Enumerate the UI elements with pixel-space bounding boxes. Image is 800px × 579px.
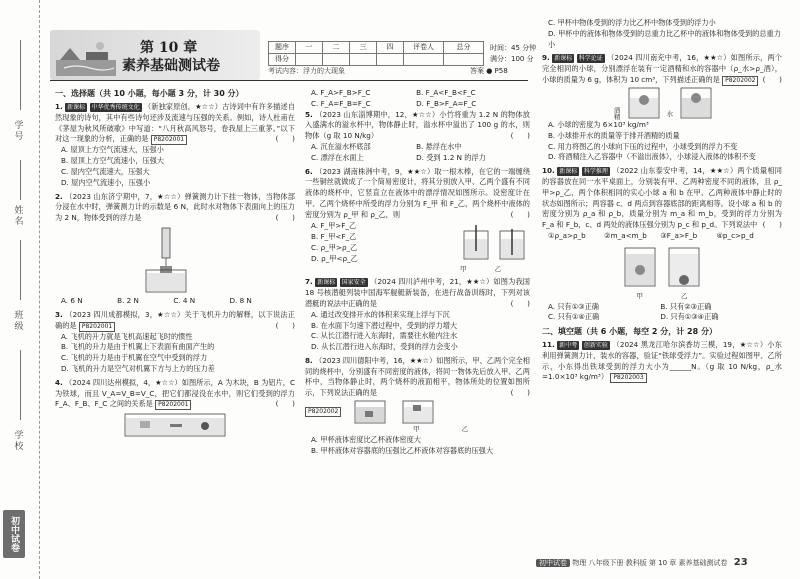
option: B. F_A<F_B<F_C — [416, 88, 476, 97]
question-text: （2024 四川泸州中考，21，★★☆）如图为我国 18 号核潜艇列装中国海军舰艇新装备，在进行战备训练时，下列对该潜艇的说法中正确的是 — [305, 277, 530, 308]
question-text: （2023 四川成都模拟，3，★☆☆）关于飞机升力的解释，以下说法正确的是 — [55, 309, 295, 330]
option: D. F_B>F_A=F_C — [416, 98, 477, 108]
footer-title: 素养基础测试卷 — [678, 559, 728, 567]
beakers-figure-icon — [351, 399, 441, 425]
question-text: （2024 四川南充中考，16，★★☆）如图所示，两个完全相同的小球，分别漂浮在装有一定酒精和水的容器中（ρ_水>ρ_酒），小球的质量为 6 g，体积为 10 cm³，下列描述正确的是 — [542, 53, 782, 84]
question-text: （2022 山东泰安中考，14，★★☆）两个质量相同的容器放在同一水平桌面上，分别装有甲、乙两种密度不同的液体，且 ρ_甲>ρ_乙，两个体积相同的实心小球 a 和 b 在甲、乙两种液体中静止时的状态如图所示；两容器 c、d 两点到容器底部的距离相等。设小球 a 和 b 的密度分别为 ρ_a 和 ρ_b，质量分别为 m_a 和 m_b，受到的浮力分别为 F_a 和 F_b，c、d 两处的液体压强分别为 p_c 和 p_d。下列说法中 — [542, 166, 782, 230]
topic-tag: 科学论证 — [578, 55, 603, 63]
option: C. 用力将图乙的小球向下压的过程中，小球受到的浮力不变 — [548, 141, 738, 151]
fill-line — [20, 40, 21, 110]
statement: ④p_c>p_d — [716, 230, 754, 240]
question-4: 4. （2024 四川达州模拟，4，★☆☆）如图所示，A 为木块，B 为铝片，C 为铁球，而且 V_A=V_B=V_C，把它们都浸没在水中，则它们受到的浮力 F_A、F_B、F_C 之间的关系是 P8202001 ( ) — [55, 378, 295, 439]
section-heading: 二、填空题（共 6 小题，每空 2 分，计 28 分） — [542, 327, 717, 337]
option: A. 通过改变排开水的体积来实现上浮与下沉 — [311, 309, 450, 319]
question-5: 5. （2023 山东淄博期中，12，★☆☆）小竹将重为 1.2 N 的物体放入盛满水的溢水杯中，物体静止时，溢水杯中溢出了 100 g 的水，则物体（g 取 10 N/kg） ( ) A. 沉在溢水杯底部 B. 悬浮在水中 C. 漂浮在水面上 D. 受到 1.2 N 的浮力 — [305, 109, 530, 162]
option: C. 飞机的升力是由于机翼在空气中受到的浮力 — [61, 353, 208, 363]
question-text: （2023 山东济宁期中，7，★☆☆）弹簧测力计下挂一物体，当物体部分浸在水中时，弹簧测力计的示数是 6 N，此时水对物体下表面向上的压力为 2 N，物体受到的浮力是 — [55, 191, 295, 223]
name-label: 姓名 — [12, 205, 23, 227]
score-header-cell: 三 — [350, 42, 377, 54]
question-text: （2024 黑龙江哈尔滨香坊三模，19，★☆☆）小东利用弹簧测力计、装水的容器，验证“铁球受浮力”。实验过程如图甲、乙所示，小东得出铁球受到的浮力大小为______N。（g 取 10 N/kg，ρ_水=1.0×10³ kg/m³） — [542, 340, 782, 382]
option: C. 只有①④正确 — [548, 312, 600, 322]
option: B. 悬浮在水中 — [416, 141, 462, 151]
option: B. 飞机的升力是由于机翼上下表面有曲面产生的 — [61, 342, 215, 352]
column-1 — [55, 88, 295, 441]
topic-tag: 科学推理 — [583, 168, 608, 176]
figure-label: 酒精 — [612, 106, 621, 120]
question-8: 8. （2023 四川德阳中考，16，★★☆）如图所示，甲、乙两个完全相同的烧杯中，分别盛有不同密度的液体，将同一物体先后放入甲、乙两杯中，当物体静止时，两个烧杯的液面相平，物体所处的位置如图所示，下列说法正确的是 ( ) P8202002 甲 乙 A. 甲杯液体密度比乙杯液体密度大 B. 甲杯液体对容器底的压强比乙杯液体对容器底的压强大 — [305, 355, 530, 455]
page-footer — [536, 555, 748, 570]
score-header-cell: 评卷人 — [404, 42, 444, 54]
figure-label: 甲 — [460, 264, 467, 273]
option: B. 2 N — [117, 295, 139, 305]
answer-blank[interactable]: ( ) — [275, 320, 295, 330]
time-info — [490, 43, 536, 65]
new-exam-tag: 新中考 — [559, 342, 578, 350]
score-header-cell: 一 — [296, 42, 323, 54]
option: A. 飞机的升力就是飞机高速起飞时的惯性 — [61, 331, 193, 341]
banner-illustration-icon — [56, 34, 116, 76]
option: D. 飞机的升力是空气对机翼下方与上方的压力差 — [61, 363, 215, 373]
question-2: 2. （2023 山东济宁期中，7，★☆☆）弹簧测力计下挂一物体，当物体部分浸在水中时，弹簧测力计的示数是 6 N，此时水对物体下表面向上的压力为 2 N，物体受到的浮力是 ( ) A. 6 N B. 2 N C. 4 N D. 8 N — [55, 191, 295, 305]
figure-label: 乙 — [461, 425, 469, 434]
section-heading: 一、选择题（共 10 小题，每小题 3 分，计 30 分） — [55, 89, 244, 98]
class-label: 班级 — [12, 310, 23, 332]
question-text: （2023 四川德阳中考，16，★★☆）如图所示，甲、乙两个完全相同的烧杯中，分别盛有不同密度的液体，将同一物体先后放入甲、乙两杯中，当物体静止时，两个烧杯的液面相平，物体所处的位置如图所示，下列说法正确的是 — [305, 355, 530, 398]
answer-blank[interactable]: ( ) — [510, 131, 530, 141]
figure-label: 甲 — [636, 291, 643, 300]
option: A. 屋顶上方空气流速大，压强小 — [61, 145, 164, 155]
score-cell[interactable] — [323, 54, 350, 66]
option: D. 将酒精注入乙容器中（不溢出液体），小球浸入液体的体积不变 — [548, 152, 756, 162]
question-9: 9. 新课标 科学论证 （2024 四川南充中考，16，★★☆）如图所示，两个完全相同的小球，分别漂浮在装有一定酒精和水的容器中（ρ_水>ρ_酒），小球的质量为 6 g，体积为 10 cm³，下列描述正确的是 P8202002 ( ) 酒精 水 A. 小球的密度为 6×10³ kg/m³ B. 小球排开水的质量等于排开酒精的质量 C. 用力将图乙的小球向下压的过程中，小球受到的浮力不变 D. 将酒精注入乙容器中（不溢出液体），小球浸入液体的体积不变 — [542, 53, 782, 162]
school-label: 学校 — [12, 430, 23, 452]
answer-blank[interactable]: ( ) — [275, 399, 295, 409]
figure-label: 乙 — [681, 291, 688, 300]
question-code: P8202001 — [151, 135, 187, 145]
water-container-icon — [679, 86, 713, 120]
time-limit: 时间：45 分钟 — [490, 44, 537, 52]
series-logo: 初中试卷 — [3, 510, 25, 558]
score-cell[interactable] — [296, 54, 323, 66]
option: A. 小球的密度为 6×10³ kg/m³ — [548, 119, 649, 129]
question-code: P8202001 — [155, 400, 191, 410]
question-1: 1. 新课标 中华优秀传统文化 （新独家原创，★☆☆）古诗词中有许多描述自然现象的诗句，其中有些诗句还涉及流速与压强的关系。例如，诗人杜甫在《茅屋为秋风所破歌》中写道：“八月秋高风怒号，卷我屋上三重茅。”以下对这一现象的分析，正确的是 P8202001 ( ) A. 屋顶上方空气流速大，压强小 B. 屋顶上方空气流速小，压强大 C. 屋内空气流速大，压强大 D. 屋内空气流速小，压强小 — [55, 102, 295, 187]
question-code: P8202001 — [79, 322, 115, 332]
topic-tag: 创新实验 — [583, 342, 608, 350]
exam-content: 考试内容：浮力的大现象 — [268, 67, 345, 75]
option: C. ρ_甲>ρ_乙 — [311, 242, 358, 252]
option: D. 屋内空气流速小，压强小 — [61, 177, 151, 187]
option: C. 甲杯中物体受到的浮力比乙杯中物体受到的浮力小 — [548, 18, 716, 27]
footer-chapter: 第 10 章 — [648, 559, 677, 567]
alcohol-container-icon — [627, 86, 661, 120]
column-2 — [305, 88, 530, 459]
score-header-cell: 四 — [377, 42, 404, 54]
spring-scale-figure-icon — [140, 226, 210, 294]
fill-line — [20, 350, 21, 420]
option: C. 4 N — [173, 295, 196, 305]
binding-strip — [0, 0, 40, 579]
header-divider — [50, 80, 528, 81]
option: A. 6 N — [61, 295, 83, 305]
question-3: 3. （2023 四川成都模拟，3，★☆☆）关于飞机升力的解释，以下说法正确的是 P8202001 ( ) A. 飞机的升力就是飞机高速起飞时的惯性 B. 飞机的升力是由于机翼上下表面有曲面产生的 C. 飞机的升力是由于机翼在空气中受到的浮力 D. 飞机的升力是空气对机翼下方与上方的压力差 — [55, 309, 295, 373]
question-6: 6. （2023 湖南株洲中考，9，★★☆）取一根木棒，在它的一端缠绕一些铜丝就做成了一个简易密度计，将其分别放入甲、乙两个盛有不同液体的烧杯中，它竖直立在液体中的漂浮情况如图所示。设密度计在甲、乙两个烧杯中所受的浮力分别为 F_甲 和 F_乙，两个烧杯中液体的密度分别为 ρ_甲 和 ρ_乙，则 ( ) A. F_甲>F_乙 B. F_甲<F_乙 C. ρ_甲>ρ_乙 D. ρ_甲<ρ_乙 甲 乙 — [305, 166, 531, 273]
page-number: 23 — [733, 557, 748, 568]
answer-blank[interactable]: ( ) — [275, 213, 295, 223]
new-standard-tag: 新课标 — [559, 168, 578, 176]
score-header-cell: 总分 — [444, 42, 484, 54]
score-table — [268, 41, 484, 66]
answer-blank[interactable]: ( ) — [762, 74, 782, 84]
figure-label: 水 — [666, 110, 674, 119]
option: D. 受到 1.2 N 的浮力 — [416, 152, 486, 162]
option: D. ρ_甲<ρ_乙 — [311, 253, 358, 263]
option: D. 从长江潜行进入东海时，受到的浮力会变小 — [311, 342, 458, 352]
chapter-number: 第 10 章 — [140, 40, 198, 56]
option: A. F_A>F_B>F_C — [311, 88, 371, 97]
question-code: P8202002 — [722, 76, 758, 86]
footer-grade: 八年级下册 — [588, 559, 624, 567]
score-row-label: 得分 — [269, 54, 296, 66]
figure-label: 乙 — [494, 264, 502, 273]
question-text: （2023 湖南株洲中考，9，★★☆）取一根木棒，在它的一端缠绕一些铜丝就做成了一个简易密度计，将其分别放入甲、乙两个盛有不同液体的烧杯中，它竖直立在液体中的漂浮情况如图所示。设密度计在甲、乙两个烧杯中所受的浮力分别为 F_甲 和 F_乙，两个烧杯中液体的密度分别为 ρ_甲 和 ρ_乙，则 — [305, 166, 531, 219]
question-code: P8202003 — [610, 373, 646, 383]
fill-line — [20, 240, 21, 300]
statement: ①ρ_a>ρ_b — [548, 230, 586, 240]
student-id-label: 学号 — [12, 120, 23, 142]
question-text: （新独家原创，★☆☆）古诗词中有许多描述自然现象的诗句，其中有些诗句还涉及流速与压强的关系。例如，诗人杜甫在《茅屋为秋风所破歌》中写道：“八月秋高风怒号，卷我屋上三重茅。”以下对这一现象的分析，正确的是 — [55, 102, 295, 144]
option: D. 甲杯中的液体和物体受到的总重力比乙杯中的液体和物体受到的总重力小 — [548, 28, 781, 49]
question-text: （2023 山东淄博期中，12，★☆☆）小竹将重为 1.2 N 的物体放入盛满水的溢水杯中，物体静止时，溢水杯中溢出了 100 g 的水，则物体（g 取 10 N/kg） — [305, 109, 530, 141]
option: D. 8 N — [229, 295, 252, 305]
footer-brand: 初中试卷 — [536, 559, 570, 567]
topic-tag: 国家安全 — [341, 279, 366, 287]
statement: ②m_a<m_b — [604, 230, 647, 240]
question-4-options — [305, 88, 530, 110]
option: A. 只有①③正确 — [548, 301, 599, 311]
figure-label: 甲 — [413, 425, 420, 434]
option: C. F_A=F_B=F_C — [311, 98, 371, 108]
option: B. 屋顶上方空气流速小，压强大 — [61, 156, 164, 166]
answer-blank[interactable]: ( ) — [762, 220, 782, 230]
option: B. 甲杯液体对容器底的压强比乙杯液体对容器底的压强大 — [311, 445, 494, 455]
answer-blank[interactable]: ( ) — [510, 298, 530, 308]
footer-edition: 教科版 — [625, 559, 647, 567]
tank-with-objects-figure-icon — [120, 412, 230, 438]
score-cell[interactable] — [404, 54, 444, 66]
question-code: P8202002 — [305, 407, 341, 417]
column-3 — [542, 18, 782, 386]
score-header-cell: 题序 — [269, 42, 296, 54]
option: A. 沉在溢水杯底部 — [311, 141, 371, 151]
new-standard-tag: 新课标 — [317, 279, 336, 287]
answer-blank[interactable]: ( ) — [510, 388, 530, 398]
full-score: 满分：100 分 — [490, 54, 534, 63]
option: C. 屋内空气流速大，压强大 — [61, 166, 150, 176]
score-cell[interactable] — [444, 54, 484, 66]
answer-reference: 答案 ● P58 — [470, 67, 508, 75]
score-cell[interactable] — [350, 54, 377, 66]
option: B. 在水面下匀速下潜过程中，受到的浮力增大 — [311, 320, 458, 330]
option: B. F_甲<F_乙 — [311, 232, 357, 242]
option: A. 甲杯液体密度比乙杯液体密度大 — [311, 434, 421, 444]
question-10: 10. 新课标 科学推理 （2022 山东泰安中考，14，★★☆）两个质量相同的容器放在同一水平桌面上，分别装有甲、乙两种密度不同的液体，且 ρ_甲>ρ_乙，两个体积相同的实心小球 a 和 b 在甲、乙两种液体中静止时的状态如图所示；两容器 c、d 两点到容器底部的距离相等。设小球 a 和 b 的密度分别为 ρ_a 和 ρ_b，质量分别为 m_a 和 m_b，受到的浮力分别为 F_a 和 F_b，c、d 两处的液体压强分别为 p_c 和 p_d。下列说法中 ( ) ①ρ_a>ρ_b ②m_a<m_b ③F_a>F_b ④p_c>p_d 甲 乙 A. 只有①③正确 B. 只有②③正确 C. 只有①④正确 D. 只有①③④正确 — [542, 166, 782, 322]
option: B. 只有②③正确 — [660, 301, 712, 311]
footer-subject: 物理 — [572, 559, 587, 567]
answer-blank[interactable]: ( ) — [275, 134, 295, 144]
new-standard-tag: 新课标 — [67, 104, 86, 111]
density-meter-figure-icon — [460, 221, 530, 265]
score-header-cell: 二 — [323, 42, 350, 54]
option: A. F_甲>F_乙 — [311, 221, 357, 231]
new-standard-tag: 新课标 — [554, 55, 573, 63]
question-11: 11. 新中考 创新实验 （2024 黑龙江哈尔滨香坊三模，19，★☆☆）小东利用弹簧测力计、装水的容器，验证“铁球受浮力”。实验过程如图甲、乙所示，小东得出铁球受到的浮力大小为______N。（g 取 10 N/kg，ρ_水=1.0×10³ kg/m³） P8202003 — [542, 340, 782, 382]
statement: ③F_a>F_b — [660, 230, 698, 240]
fill-line — [20, 160, 21, 200]
question-7: 7. 新课标 国家安全 （2024 四川泸州中考，21，★★☆）如图为我国 18 号核潜艇列装中国海军舰艇新装备，在进行战备训练时，下列对该潜艇的说法中正确的是 ( ) A. 通过改变排开水的体积来实现上浮与下沉 B. 在水面下匀速下潜过程中，受到的浮力增大 C. 从长江潜行进入东海时，需要往水舱内注水 D. 从长江潜行进入东海时，受到的浮力会变小 — [305, 277, 530, 352]
topic-tag: 中华优秀传统文化 — [91, 104, 140, 111]
page-title: 素养基础测试卷 — [122, 58, 220, 74]
two-containers-figure-icon — [617, 244, 707, 290]
option: B. 小球排开水的质量等于排开酒精的质量 — [548, 130, 680, 140]
option: D. 只有①③④正确 — [660, 312, 719, 322]
answer-blank[interactable]: ( ) — [510, 209, 530, 219]
option: C. 从长江潜行进入东海时，需要往水舱内注水 — [311, 331, 458, 341]
option: C. 漂浮在水面上 — [311, 152, 364, 162]
question-text: （2024 四川达州模拟，4，★☆☆）如图所示，A 为木块，B 为铝片，C 为铁球，而且 V_A=V_B=V_C，把它们都浸没在水中，则它们受到的浮力 F_A、F_B、F_C 之间的关系是 — [55, 377, 295, 409]
score-cell[interactable] — [377, 54, 404, 66]
